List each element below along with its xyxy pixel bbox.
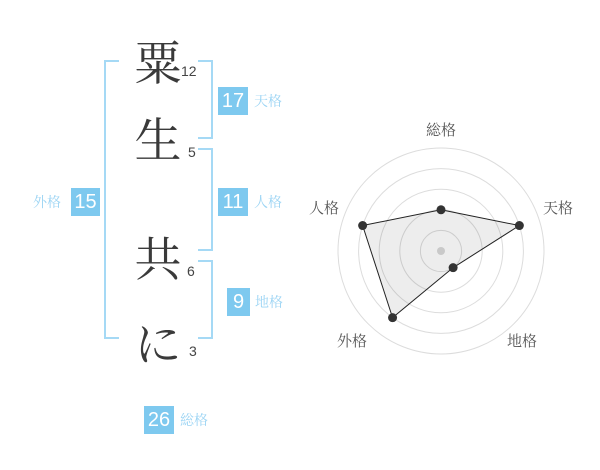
chikaku-label: 地格 [255, 294, 283, 310]
jinkaku-label: 人格 [254, 194, 282, 210]
radar-data-point [449, 263, 458, 272]
surname-char-2-stroke-count: 5 [188, 144, 196, 160]
radar-axis-label: 総格 [425, 121, 457, 139]
tenkaku-badge: 17 [218, 87, 248, 115]
soukaku-badge: 26 [144, 406, 174, 434]
given-char-1: 共 [134, 233, 182, 286]
jinkaku-badge: 11 [218, 188, 248, 216]
radar-data-point [437, 205, 446, 214]
radar-data-point [388, 313, 397, 322]
radar-value-polygon [363, 210, 520, 318]
radar-axis-label: 外格 [336, 332, 368, 350]
chikaku-badge: 9 [227, 288, 250, 316]
radar-data-point [515, 221, 524, 230]
given-char-1-stroke-count: 6 [187, 263, 195, 279]
chikaku-bracket [198, 260, 213, 339]
tenkaku-label: 天格 [254, 93, 282, 109]
radar-axis-label: 地格 [506, 332, 538, 350]
radar-center-dot [437, 247, 445, 255]
gaikaku-bracket [104, 60, 119, 339]
given-char-2-stroke-count: 3 [189, 343, 197, 359]
surname-char-1: 粟 [134, 37, 182, 90]
gaikaku-badge: 15 [71, 188, 100, 216]
tenkaku-bracket [198, 60, 213, 139]
given-char-2: に [134, 318, 182, 371]
gaikaku-label: 外格 [33, 194, 61, 210]
radar-axis-label: 天格 [542, 199, 574, 217]
radar-svg [296, 106, 586, 396]
surname-char-2: 生 [134, 114, 182, 167]
fortune-radar-chart [296, 106, 586, 396]
jinkaku-bracket [198, 148, 213, 251]
radar-data-point [358, 221, 367, 230]
radar-axis-label: 人格 [308, 199, 340, 217]
surname-char-1-stroke-count: 12 [181, 63, 197, 79]
soukaku-label: 総格 [180, 412, 208, 428]
